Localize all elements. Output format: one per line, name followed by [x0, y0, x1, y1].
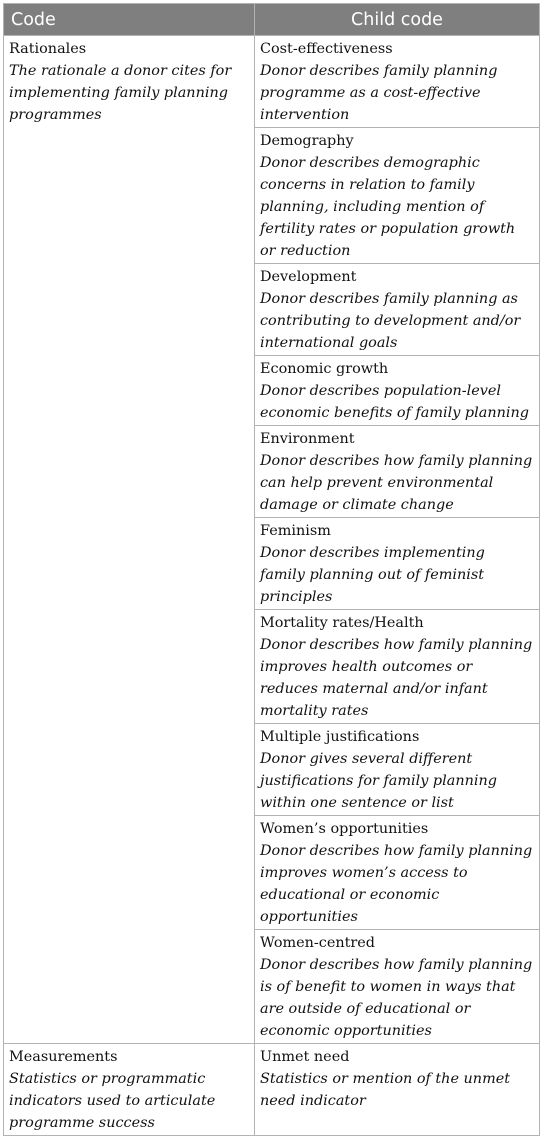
child-code-cell [255, 518, 540, 610]
child-code-name: Cost-effectiveness [260, 41, 393, 57]
child-code-name: Women’s opportunities [260, 821, 429, 837]
header-row [4, 4, 540, 36]
code-column-header: Code [4, 4, 255, 36]
child-code-cell [255, 128, 540, 264]
child-code-cell [255, 610, 540, 724]
child-code-cell [255, 930, 540, 1044]
child-code-cell [255, 1044, 540, 1136]
code-name: Rationales [9, 41, 87, 57]
child-code-name: Environment [260, 431, 355, 447]
table-row [4, 36, 540, 128]
code-cell [4, 36, 255, 1044]
child-code-name: Economic growth [260, 361, 389, 377]
child-code-description: Donor describes how family planning improves health outcomes or reduces maternal and/or infant mortality rates [260, 637, 533, 719]
child-code-column-header: Child code [255, 4, 540, 36]
child-code-description: Donor describes demographic concerns in relation to family planning, including mention of fertility rates or population growth or reduction [260, 155, 516, 259]
child-code-description: Donor describes how family planning improves women’s access to educational or economic opportunities [260, 843, 533, 925]
code-description: The rationale a donor cites for implementing family planning programmes [9, 63, 232, 123]
child-code-name: Feminism [260, 523, 331, 539]
child-code-cell [255, 816, 540, 930]
child-code-description: Donor describes implementing family planning out of feminist principles [260, 545, 485, 605]
child-code-description: Donor describes how family planning can help prevent environmental damage or climate change [260, 453, 533, 513]
child-code-name: Demography [260, 133, 354, 149]
table-body [4, 36, 540, 1136]
child-code-description: Statistics or mention of the unmet need indicator [260, 1071, 511, 1109]
code-description: Statistics or programmatic indicators used to articulate programme success [9, 1071, 216, 1131]
code-cell [4, 1044, 255, 1136]
child-code-name: Unmet need [260, 1049, 350, 1065]
child-code-name: Multiple justifications [260, 729, 420, 745]
child-code-description: Donor describes how family planning is of benefit to women in ways that are outside of educational or economic opportunities [260, 957, 533, 1039]
table-header [4, 4, 540, 36]
child-code-cell [255, 356, 540, 426]
child-code-description: Donor describes population-level economic benefits of family planning [260, 383, 529, 421]
child-code-cell [255, 426, 540, 518]
codebook-table [3, 3, 540, 1136]
code-name: Measurements [9, 1049, 118, 1065]
child-code-cell [255, 724, 540, 816]
child-code-description: Donor describes family planning as contributing to development and/or international goals [260, 291, 521, 351]
child-code-description: Donor describes family planning programme as a cost-effective intervention [260, 63, 498, 123]
child-code-cell [255, 36, 540, 128]
child-code-name: Mortality rates/Health [260, 615, 424, 631]
child-code-name: Development [260, 269, 357, 285]
child-code-name: Women-centred [260, 935, 376, 951]
child-code-description: Donor gives several different justifications for family planning within one sentence or list [260, 751, 497, 811]
child-code-cell [255, 264, 540, 356]
table-row [4, 1044, 540, 1136]
